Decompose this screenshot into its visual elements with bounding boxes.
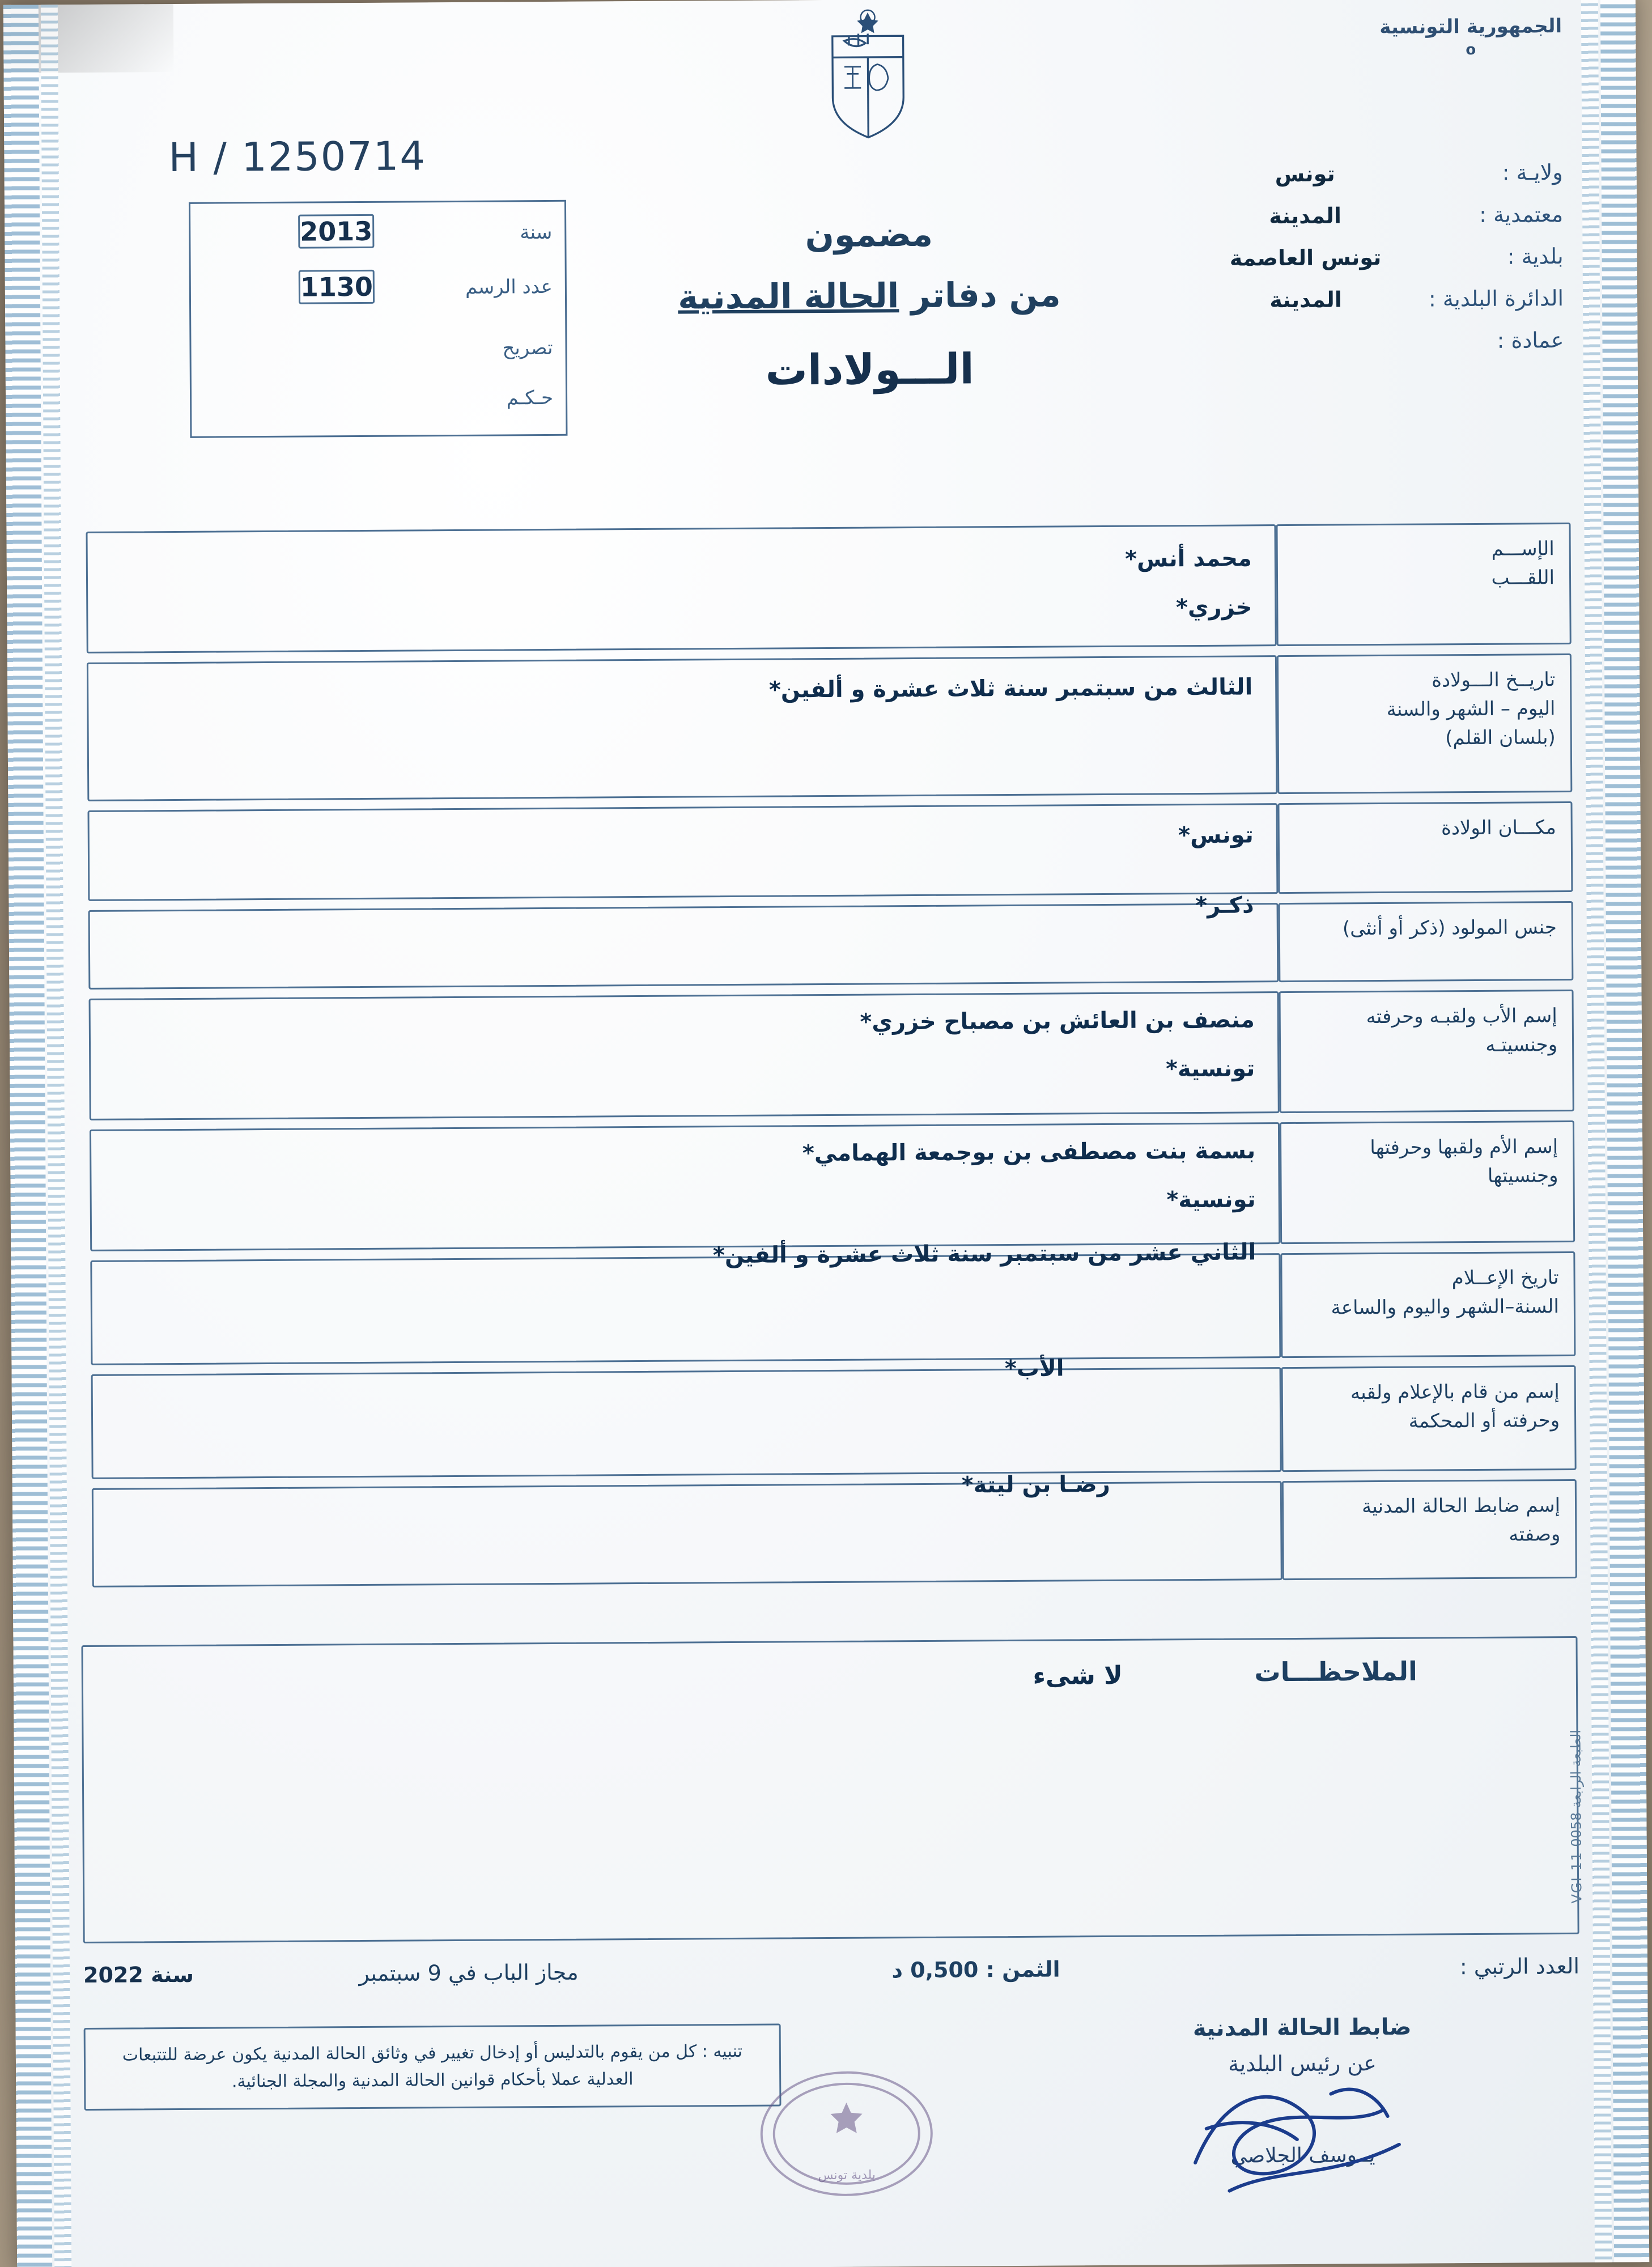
value-birthdate-text: الثالث من سبتمبر سنة ثلاث عشرة و ألفين* (768, 674, 1253, 703)
label-birthdate-line3: (بلسان القلم) (1445, 726, 1556, 750)
administrative-block (1189, 160, 1564, 372)
label-name-line1: الإســـم (1491, 537, 1555, 561)
label-sex (1279, 901, 1574, 982)
label-declaration-date (1280, 1251, 1575, 1358)
warning-text: تنبيه : كل من يقوم بالتدليس أو إدخال تغيير في وثائق الحالة المدنية يكون عرضة للتتبعات العدلية عملا بأحكام قوانين الحالة المدنية والمجلة الجنائية. (122, 2041, 743, 2092)
value-birthplace-text: تونس* (1178, 822, 1254, 849)
table-row-declaration-date (79, 1239, 1575, 1365)
label-mother (1280, 1120, 1575, 1244)
label-birthplace-text: مكـــان الولادة (1441, 816, 1556, 840)
label-registrar-line1: إسم ضابط الحالة المدنية (1361, 1494, 1561, 1518)
table-row-registrar (80, 1471, 1577, 1587)
ref-year-value: 2013 (298, 214, 374, 249)
value-mother-nationality: تونسية* (1166, 1186, 1256, 1213)
signer-role: ضابط الحالة المدنية (1192, 2014, 1412, 2042)
label-name (1276, 523, 1571, 646)
issue-year-group (83, 1962, 270, 1988)
table-row-father (78, 990, 1574, 1120)
admin-value-omda (1190, 349, 1422, 350)
value-father (89, 991, 1280, 1120)
admin-label-district: الدائرة البلدية : (1428, 286, 1564, 312)
value-first-name: محمد أنس* (1125, 545, 1252, 572)
table-row-birthplace (76, 801, 1573, 901)
value-mother (90, 1122, 1280, 1251)
republic-text: الجمهورية التونسية (1379, 15, 1562, 39)
admin-label-delegation: معتمدية : (1479, 202, 1564, 227)
reference-number: H / 1250714 (168, 133, 427, 181)
issue-place-label: مجاز الباب في (448, 1959, 579, 1986)
admin-row-delegation (1189, 202, 1563, 229)
admin-value-municipality: تونس العاصمة (1229, 244, 1382, 271)
footer-line (83, 1954, 1579, 1988)
admin-row-district (1190, 286, 1564, 313)
table-row-declarant (80, 1355, 1577, 1479)
value-registrar-text: رضـا بن ليتة* (961, 1471, 1110, 1498)
value-birthdate (87, 655, 1277, 801)
issue-year-label: سنة (150, 1962, 194, 1988)
stamp-text: بلدية تونس (818, 2168, 876, 2183)
republic-ornament: o (1466, 41, 1476, 59)
label-declaration-date-line2: السنة–الشهر واليوم والساعة (1331, 1295, 1560, 1319)
signer-name: يــوسف الجلاصي (1230, 2143, 1375, 2168)
value-sex-text: ذكـر* (1195, 892, 1254, 919)
label-registrar-line2: وصفته (1509, 1523, 1561, 1546)
label-birthdate-line2: اليوم – الشهر والسنة (1386, 697, 1556, 721)
reference-box (189, 200, 568, 438)
label-declarant (1281, 1365, 1577, 1472)
label-mother-line2: وجنسيتها (1487, 1164, 1558, 1187)
admin-label-municipality: بلدية : (1507, 244, 1564, 269)
ref-declaration-label: تصريح (502, 336, 553, 360)
label-declarant-line2: وحرفته أو المحكمة (1408, 1409, 1560, 1433)
issue-place-date (270, 1959, 667, 1986)
municipality-stamp (753, 2062, 941, 2205)
label-sex-text: جنس المولود (ذكر أو أنثى) (1342, 916, 1557, 940)
warning-box (84, 2024, 782, 2111)
title-main: مضمون (805, 214, 933, 256)
value-declarant-text: الأب* (1004, 1355, 1064, 1382)
value-declaration-date-text: الثاني عشر من سبتمبر سنة ثلاث عشرة و ألفين* (712, 1239, 1256, 1269)
ref-feenumber-value: 1130 (299, 270, 375, 304)
republic-heading (1379, 15, 1562, 59)
admin-row-municipality (1189, 244, 1563, 271)
value-surname: خزري* (1175, 594, 1252, 621)
signature-block (1104, 2014, 1502, 2168)
label-father (1279, 990, 1574, 1113)
table-row-mother (78, 1120, 1575, 1251)
certificate-sheet (3, 0, 1649, 2267)
value-name (86, 524, 1276, 653)
label-registrar (1282, 1479, 1577, 1580)
admin-row-omda (1190, 328, 1564, 355)
table-row-sex (77, 892, 1574, 990)
table-row-name (74, 523, 1571, 653)
title-sub-pre: من دفاتر (910, 275, 1061, 316)
price-text: الثمن : 0,500 د (891, 1956, 1060, 1983)
value-father-nationality: تونسية* (1165, 1055, 1255, 1082)
value-birthplace (87, 803, 1278, 901)
document-title-block (571, 213, 1167, 396)
value-registrar (92, 1471, 1282, 1587)
label-mother-line1: إسم الأم ولقبها وحرفتها (1370, 1135, 1558, 1160)
value-declarant (91, 1355, 1282, 1479)
on-behalf-text: عن رئيس البلدية (1228, 2051, 1377, 2077)
admin-row-governorate (1189, 160, 1563, 187)
issue-month: سبتمبر (359, 1960, 421, 1986)
record-table (74, 523, 1577, 1597)
label-name-line2: اللقـــب (1491, 566, 1555, 589)
ref-feenumber-label: عدد الرسم (465, 275, 553, 299)
tunisia-coat-of-arms-icon (808, 5, 928, 153)
observations-box (81, 1636, 1579, 1943)
value-father-name: منصف بن العائش بن مصباح خزري* (860, 1007, 1255, 1035)
label-father-line2: وجنسيتـه (1485, 1033, 1558, 1056)
label-birthdate-line1: تاريــخ الـــولادة (1432, 668, 1556, 692)
admin-value-delegation: المدينة (1269, 203, 1342, 229)
label-declarant-line1: إسم من قام بالإعلام ولقبه (1350, 1380, 1560, 1404)
value-sex (88, 892, 1279, 990)
ref-judgement-label: حـكـم (506, 386, 554, 410)
observations-title: الملاحظـــات (1254, 1655, 1417, 1688)
value-declaration-date (90, 1239, 1281, 1365)
edition-code: الطبعة الرابعة 0058 VGI 11 (1568, 1729, 1585, 1904)
title-record-type: الـــولادات (765, 345, 975, 395)
label-birthplace (1277, 801, 1573, 894)
admin-label-omda: عمادة : (1497, 328, 1564, 353)
table-row-birthdate (75, 653, 1572, 801)
admin-label-governorate: ولايـة : (1502, 160, 1563, 185)
label-birthdate (1277, 653, 1572, 794)
label-declaration-date-line1: تاريخ الإعــلام (1451, 1266, 1559, 1290)
observations-value: لا شىء (1033, 1661, 1123, 1691)
admin-value-governorate: تونس (1275, 161, 1335, 187)
rank-label: العدد الرتبي : (1459, 1953, 1580, 1980)
title-subtitle (572, 274, 1167, 317)
label-father-line1: إسم الأب ولقبـه وحرفته (1366, 1004, 1557, 1029)
issue-day: 9 (427, 1960, 441, 1986)
title-sub-underline: الحالة المدنية (678, 276, 899, 317)
ref-year-label: سنة (520, 220, 553, 244)
value-mother-name: بسمة بنت مصطفى بن بوجمعة الهمامي* (802, 1137, 1256, 1167)
admin-value-district: المدينة (1269, 287, 1342, 313)
issue-year: 2022 (83, 1962, 143, 1988)
